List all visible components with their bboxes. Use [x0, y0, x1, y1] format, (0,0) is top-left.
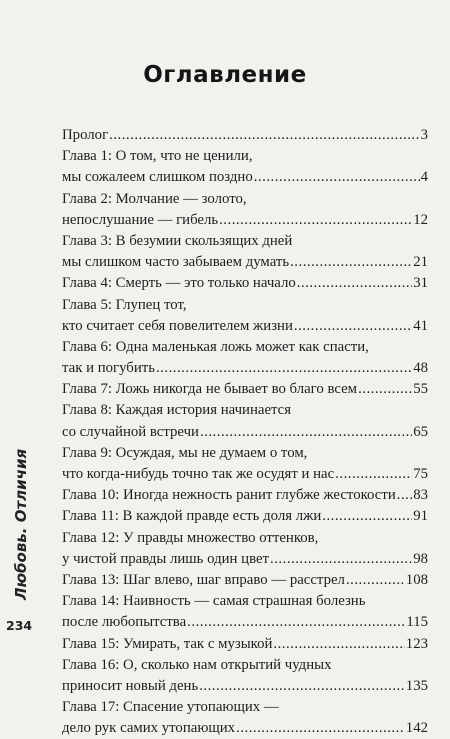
dot-leader — [109, 125, 419, 146]
toc-entry-title: что когда-нибудь точно так же осудят и нас — [62, 466, 335, 482]
toc-entry — [62, 400, 428, 442]
toc-entry-title: мы слишком часто забываем думать — [62, 254, 290, 271]
toc-page-number: 83 — [413, 487, 428, 504]
dot-leader — [273, 634, 404, 655]
toc-entry-title: Глава 12: У правды множество оттенков, — [62, 529, 319, 546]
toc-page-number: 123 — [405, 635, 428, 652]
dot-leader — [270, 549, 412, 570]
dot-leader — [219, 210, 412, 231]
toc-entry-title: Глава 4: Смерть — это только начало — [62, 275, 296, 292]
toc-entry-line-with-page — [62, 125, 428, 146]
toc-entry-title: Глава 17: Спасение утопающих — — [62, 699, 279, 716]
toc-page-number: 115 — [406, 614, 428, 631]
dot-leader — [322, 506, 412, 527]
toc-entry-line-with-page — [62, 464, 428, 485]
toc-entry-title: Глава 13: Шаг влево, шаг вправо — расстрел — [62, 571, 345, 588]
toc-entry-line-with-page — [62, 634, 428, 655]
dot-leader — [335, 464, 412, 485]
toc-page-number: 98 — [413, 550, 428, 567]
table-of-contents — [62, 125, 428, 739]
toc-entry-title: Глава 6: Одна маленькая ложь может как спасти, — [62, 338, 369, 355]
toc-entry-title: Глава 15: Умирать, так с музыкой — [62, 635, 273, 652]
toc-page-number: 31 — [413, 275, 428, 292]
toc-entry — [62, 655, 428, 697]
toc-entry — [62, 485, 428, 506]
toc-entry-title: Глава 11: В каждой правде есть доля лжи — [62, 508, 322, 525]
toc-entry-title: Глава 2: Молчание — золото, — [62, 190, 247, 207]
toc-entry-title: Глава 10: Иногда нежность ранит глубже жестокости — [62, 487, 396, 504]
toc-entry — [62, 273, 428, 294]
toc-page-number: 48 — [413, 360, 428, 377]
toc-page-number: 4 — [420, 169, 428, 186]
toc-entry — [62, 570, 428, 591]
toc-entry-line-with-page — [62, 358, 428, 379]
toc-entry-title: со случайной встречи — [62, 423, 199, 440]
toc-entry-title: непослушание — гибель — [62, 211, 219, 228]
toc-entry-line-with-page — [62, 273, 428, 294]
toc-entry-line-with-page — [62, 570, 428, 591]
toc-entry-title: Глава 3: В безумии скользящих дней — [62, 232, 293, 249]
toc-page-number: 142 — [405, 720, 428, 737]
toc-entry — [62, 379, 428, 400]
toc-entry — [62, 189, 428, 231]
toc-entry — [62, 125, 428, 146]
toc-page-number: 75 — [413, 466, 428, 482]
toc-page-number: 91 — [413, 508, 428, 525]
dot-leader — [187, 612, 405, 633]
dot-leader — [297, 273, 412, 294]
toc-entry-title: Глава 5: Глупец тот, — [62, 296, 187, 313]
toc-entry — [62, 634, 428, 655]
toc-entry — [62, 443, 428, 485]
toc-entry-line-with-page — [62, 718, 428, 739]
dot-leader — [346, 570, 405, 591]
page-title: Оглавление — [143, 62, 307, 88]
page-number: 234 — [6, 618, 33, 633]
running-title: Любовь. Отличия — [12, 448, 30, 600]
dot-leader — [254, 167, 420, 188]
dot-leader — [200, 422, 412, 443]
toc-entry-title: приносит новый день — [62, 677, 199, 694]
toc-entry-title: Глава 8: Каждая история начинается — [62, 402, 292, 419]
toc-entry-line-with-page — [62, 676, 428, 697]
toc-entry-line-with-page — [62, 167, 428, 188]
toc-entry-line-with-page — [62, 612, 428, 633]
toc-entry-title: кто считает себя повелителем жизни — [62, 317, 293, 334]
toc-entry-line-with-page — [62, 485, 428, 506]
toc-entry-title: так и погубить — [62, 360, 155, 377]
toc-entry-title: Глава 16: О, сколько нам открытий чудных — [62, 656, 332, 673]
toc-entry-title: Глава 7: Ложь никогда не бывает во благо всем — [62, 381, 358, 398]
toc-entry-title: у чистой правды лишь один цвет — [62, 550, 270, 567]
toc-entry — [62, 231, 428, 273]
toc-entry-line-with-page — [62, 210, 428, 231]
toc-page-number: 55 — [413, 381, 428, 398]
toc-entry-title: дело рук самих утопающих — [62, 720, 236, 737]
toc-entry-title: Глава 1: О том, что не ценили, — [62, 148, 253, 165]
toc-entry — [62, 528, 428, 570]
toc-entry-line-with-page — [62, 316, 428, 337]
dot-leader — [199, 676, 405, 697]
toc-entry-title: Глава 14: Наивность — самая страшная болезнь — [62, 593, 366, 610]
toc-entry — [62, 697, 428, 739]
toc-entry-line-with-page — [62, 252, 428, 273]
toc-entry — [62, 146, 428, 188]
toc-entry — [62, 337, 428, 379]
toc-entry-title: Глава 9: Осуждая, мы не думаем о том, — [62, 444, 308, 461]
toc-page-number: 21 — [413, 254, 428, 271]
toc-entry-title: мы сожалеем слишком поздно — [62, 169, 253, 186]
toc-page-number: 41 — [413, 317, 428, 334]
toc-page-number: 12 — [413, 211, 428, 228]
dot-leader — [358, 379, 412, 400]
dot-leader — [156, 358, 412, 379]
dot-leader — [236, 718, 405, 739]
toc-entry-line-with-page — [62, 549, 428, 570]
toc-page-number: 3 — [420, 127, 428, 143]
toc-entry-line-with-page — [62, 422, 428, 443]
toc-entry — [62, 295, 428, 337]
toc-page-number: 108 — [405, 571, 428, 588]
toc-entry-line-with-page — [62, 506, 428, 527]
toc-entry — [62, 591, 428, 633]
dot-leader — [294, 316, 412, 337]
toc-entry — [62, 506, 428, 527]
dot-leader — [397, 485, 412, 506]
dot-leader — [290, 252, 412, 273]
toc-entry-title: Пролог — [62, 127, 109, 143]
toc-entry-title: после любопытства — [62, 614, 187, 631]
toc-page-number: 135 — [405, 677, 428, 694]
toc-page-number: 65 — [413, 423, 428, 440]
toc-entry-line-with-page — [62, 379, 428, 400]
